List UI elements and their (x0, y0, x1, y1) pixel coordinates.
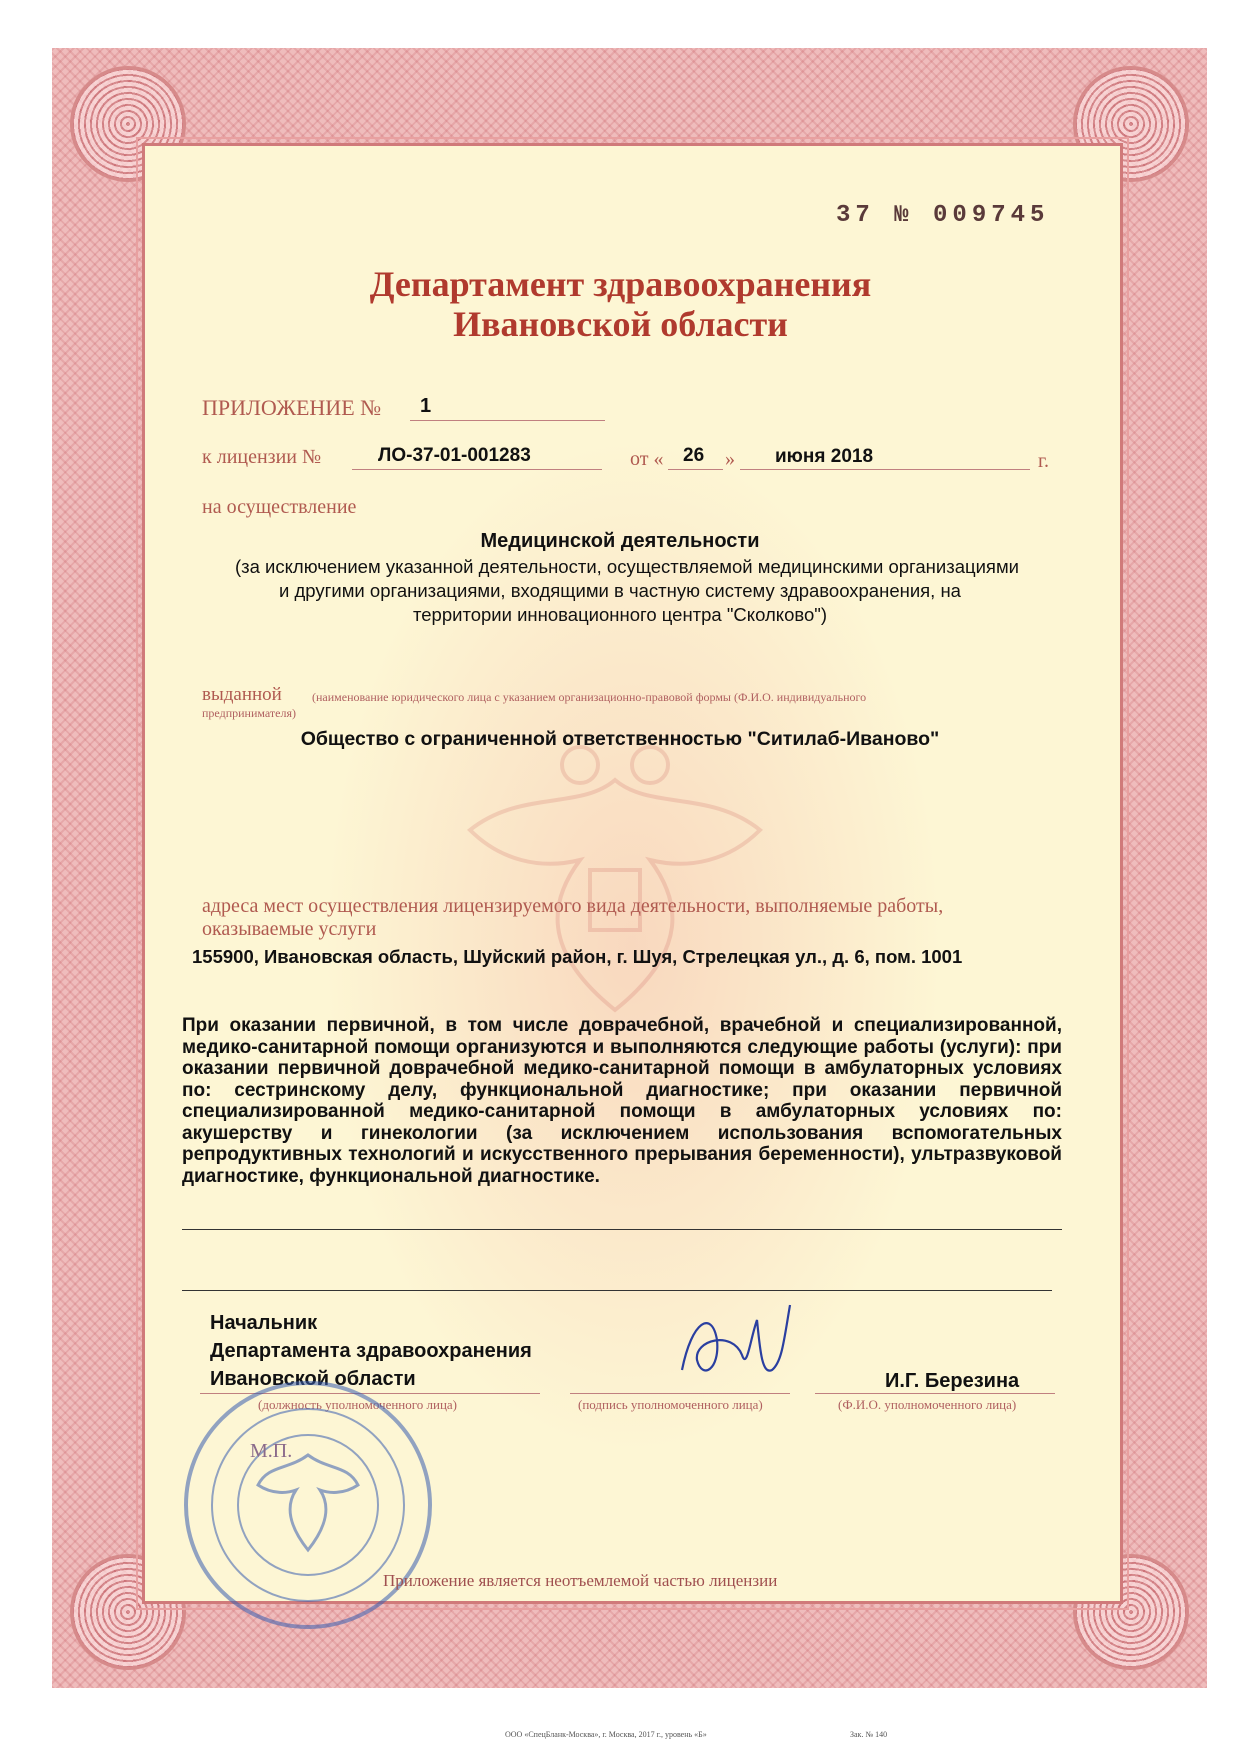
license-day: 26 (683, 445, 705, 466)
address-value: 155900, Ивановская область, Шуйский район, г. Шуя, Стрелецкая ул., д. 6, пом. 1001 (192, 946, 963, 967)
activity-label: на осуществление (202, 496, 357, 518)
services-underline-1 (182, 1229, 1062, 1230)
eagle-emblem-watermark (430, 720, 800, 1030)
seal-label: М.П. (250, 1440, 293, 1462)
license-number: ЛО-37-01-001283 (378, 445, 531, 466)
date-close-quote: » (725, 448, 735, 470)
services-underline-2 (182, 1290, 1052, 1291)
printer-note: ООО «СпецБланк-Москва», г. Москва, 2017 г., уровень «Б» (505, 1730, 707, 1739)
license-date-underline (740, 469, 1030, 470)
signatory-position-line-3: Ивановской области (210, 1368, 416, 1390)
serial-number: 009745 (933, 202, 1050, 229)
signatory-position-line-1: Начальник (210, 1312, 318, 1334)
activity-note-line-2: и другими организациями, входящими в частную систему здравоохранения, на (279, 580, 961, 601)
form-serial-number (836, 202, 1049, 229)
signature-hint: (подпись уполномоченного лица) (578, 1397, 763, 1412)
name-hint: (Ф.И.О. уполномоченного лица) (838, 1397, 1017, 1412)
order-note: Зак. № 140 (850, 1730, 888, 1739)
name-underline (815, 1393, 1055, 1394)
appendix-label: ПРИЛОЖЕНИЕ № (202, 395, 382, 420)
year-suffix: г. (1038, 450, 1049, 472)
position-hint: (должность уполномоченного лица) (258, 1397, 458, 1412)
signature-mark (672, 1300, 802, 1400)
activity-note-line-1: (за исключением указанной деятельности, осуществляемой медицинскими организациями (234, 556, 1020, 577)
official-seal-stamp (178, 1375, 438, 1635)
appendix-number: 1 (420, 395, 432, 417)
license-day-underline (668, 469, 723, 470)
license-month-year: июня 2018 (775, 446, 874, 467)
date-from-label: от « (630, 448, 664, 470)
services-description: При оказании первичной, в том числе доврачебной, врачебной и специализированной, медико-санитарной помощи организуются и выполняются следующие работы (услуги): при оказании первичной доврачебной медико-санитарной помощи в амбулаторных условиях по: сестринскому делу, функциональной диагностике; при оказании первичной специализированной медико-санитарной помощи в амбулаторных условиях по: акушерству и гинекологии (за исключением использования вспомогательных репродуктивных технологий и искусственного прерывания беременности), ультразвуковой диагностике, функциональной диагностике. (182, 1015, 1062, 1187)
serial-number-sign: № (894, 202, 914, 229)
issued-hint: (наименование юридического лица с указанием организационно-правовой формы (Ф.И.О. индивидуального (312, 690, 867, 704)
issuer-title-line-1: Департамент здравоохранения (369, 264, 872, 304)
signatory-name: И.Г. Березина (885, 1370, 1020, 1392)
address-label-line-2: оказываемые услуги (202, 918, 377, 940)
serial-series: 37 (836, 202, 875, 229)
issued-label: выданной (202, 684, 282, 705)
signatory-position-line-2: Департамента здравоохранения (210, 1340, 532, 1362)
license-label: к лицензии № (202, 446, 322, 468)
footer-note: Приложение является неотъемлемой частью лицензии (383, 1571, 778, 1590)
address-label-line-1: адреса мест осуществления лицензируемого вида деятельности, выполняемые работы, (202, 895, 944, 917)
issued-hint-line-2: предпринимателя) (202, 706, 296, 720)
issuer-title-line-2: Ивановской области (453, 304, 788, 344)
organization-name: Общество с ограниченной ответственностью "Ситилаб-Иваново" (300, 728, 940, 750)
license-number-underline (352, 469, 602, 470)
activity-note-line-3: территории инновационного центра "Сколково") (412, 604, 827, 625)
activity-name: Медицинской деятельности (480, 530, 760, 552)
signature-underline (570, 1393, 790, 1394)
appendix-underline (410, 420, 605, 421)
